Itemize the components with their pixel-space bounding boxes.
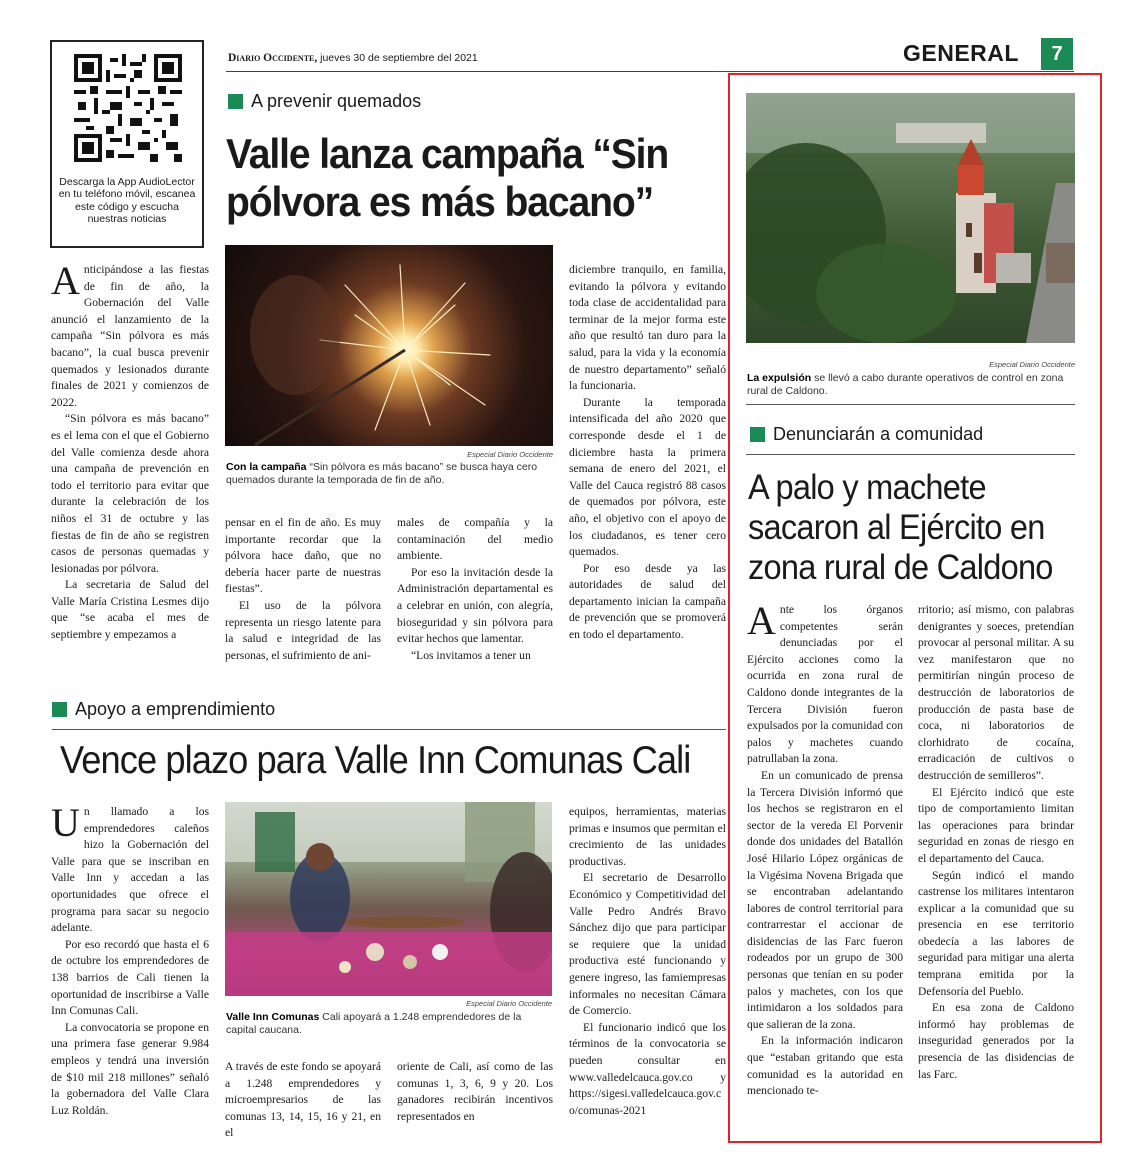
paper-name: Diario Occidente, <box>228 52 318 64</box>
article1-caption-bold: Con la campaña <box>226 461 307 473</box>
article1-col1-p2: “Sin pólvora es más bacano” es el lema con el que el Gobierno del Valle comienza desde ahora una campaña de prevención en todo el territorio para evitar que durante la celebración de los niños el 31 de octubre y las fiestas de fin de año se registren casos de personas quemadas y lesionadas por pólvora. <box>51 412 209 575</box>
article3-drop-cap: A <box>747 598 776 643</box>
article2-col1-lead: n llamado a los emprendedores caleños hizo la Gobernación del Valle para que se inscriban en Valle Inn y accedan a las oportunidades que ofrece el programa para sacar su negocio adelante. <box>51 805 209 935</box>
article1-kicker <box>228 91 421 112</box>
article2-photo-credit: Especial Diario Occidente <box>466 999 552 1008</box>
article2-caption-text: Cali apoyará a 1.248 emprendedores de la capital caucana. <box>226 1011 522 1036</box>
article1-column-2 <box>225 515 381 664</box>
article3-column-1 <box>747 598 903 1100</box>
masthead-rule <box>226 71 1074 72</box>
article3-kicker-rule <box>746 454 1075 455</box>
article3-caption <box>747 372 1077 398</box>
article3-caption-bold: La expulsión <box>747 372 812 384</box>
article2-column-1 <box>51 800 209 1119</box>
article3-caption-text: se llevó a cabo durante operativos de control en zona rural de Caldono. <box>747 372 1064 397</box>
qr-box <box>50 40 204 248</box>
qr-code[interactable] <box>74 54 182 162</box>
kicker-square-icon <box>228 94 243 109</box>
market-stall-photo <box>225 802 552 996</box>
article1-col3-p1: males de compañía y la contaminación del medio ambiente. <box>397 516 553 563</box>
article2-col4-p3: El funcionario indicó que los términos de la convocatoria se pueden consultar en www.valledelcauca.gov.co y https://sigesi.valledelcauca.gov.co/comunas-2021 <box>569 1020 726 1117</box>
article3-col1-p2: En un comunicado de prensa la Tercera División informó que los hechos se registraron en el sector de la vereda El Porvenir donde dos unidades del Batallón José Hilario López orgánicas de la Vigésima Novena Brigada que se encontraban adelantando labores de control territorial para contrarrestar el accionar de disidencias de las Farc fueron rodeados por un grupo de 300 personas que tenían en su poder palos y machetes, con los que intimidaron a los soldados para que salieran de la zona. <box>747 768 903 1031</box>
article2-kicker-rule <box>52 729 726 730</box>
page-number-badge <box>1041 38 1073 70</box>
article1-column-1 <box>51 258 209 644</box>
article2-caption-bold: Valle Inn Comunas <box>226 1011 320 1023</box>
article2-headline: Vence plazo para Valle Inn Comunas Cali <box>60 739 691 782</box>
article3-col2-p1: rritorio; así mismo, con palabras denigrantes y soeces, pretendían provocar al personal militar. A su vez manifestaron que no permitirían ningún proceso de destrucción de laboratorios de producción de pasta base de coca, ni laboratorios de clorhidrato de cocaína, erradicación de cultivos o destrucción de semilleros”. <box>918 603 1074 782</box>
sparkler-photo <box>225 245 553 446</box>
issue-date: jueves 30 de septiembre del 2021 <box>320 52 478 64</box>
article1-drop-cap: A <box>51 258 80 303</box>
article2-column-4 <box>569 804 726 1119</box>
article1-headline: Valle lanza campaña “Sin pólvora es más bacano” <box>226 130 669 225</box>
article2-column-2 <box>225 1059 381 1142</box>
article1-photo-credit: Especial Diario Occidente <box>467 450 553 459</box>
sparkler-sparks-graphic <box>225 245 553 446</box>
article3-col2-p4: En esa zona de Caldono informó hay problemas de inseguridad generados por la presencia de las disidencias de las Farc. <box>918 1001 1074 1081</box>
article1-col1-lead: nticipándose a las fiestas de fin de año, la Gobernación del Valle anunció el lanzamiento de la campaña “Sin pólvora es más bacano”, la cual busca prevenir quemados y lesionados durante finales de 2021 y comienzos de 2022. <box>51 263 209 409</box>
article2-col3-p1: oriente de Cali, así como de las comunas 1, 3, 6, 9 y 20. Los ganadores recibirán incentivos representados en <box>397 1060 553 1123</box>
article2-col4-p1: equipos, herramientas, materias primas e insumos que permitan el crecimiento de las unidades productivas. <box>569 805 726 868</box>
article2-col4-p2: El secretario de Desarrollo Económico y Competitividad del Valle Pedro Andrés Bravo Sánchez dijo que para participar se requiere que la unidad productiva esté funcionando y genere ingreso, las famiempresas informales no necesitan Cámara de Comercio. <box>569 871 726 1018</box>
article3-kicker <box>750 424 983 445</box>
article3-kicker-text: Denunciarán a comunidad <box>773 424 984 444</box>
article1-col1-p3: La secretaria de Salud del Valle María Cristina Lesmes dijo que “se acaba el mes de septiembre y empezamos a <box>51 578 209 642</box>
article3-col1-lead: nte los órganos competentes serán denunciadas por el Ejército acciones como la ocurrida en zona rural de Caldono donde integrantes de la Tercera División fueron expulsados por la comunidad con palos y machetes cuando patrullaban la zona. <box>747 603 903 766</box>
article2-kicker <box>52 699 275 720</box>
article3-headline: A palo y machete sacaron al Ejército en zona rural de Caldono <box>748 468 1053 587</box>
article1-col2-p2: El uso de la pólvora representa un riesgo latente para la salud e integridad de las personas, el sufrimiento de ani- <box>225 598 381 662</box>
article1-col2-p1: pensar en el fin de año. Es muy importante recordar que la pólvora hace daño, que no debería hacer parte de nuestras fiestas”. <box>225 516 381 596</box>
article2-kicker-text: Apoyo a emprendimiento <box>75 699 276 719</box>
article3-col1-p3: En la información indicaron que “estaban gritando que esta comunidad es la autoridad en mencionado te- <box>747 1034 903 1098</box>
article3-photo-credit: Especial Diario Occidente <box>989 360 1075 369</box>
market-stall-graphic <box>225 802 552 996</box>
article2-drop-cap: U <box>51 800 80 845</box>
article2-column-3 <box>397 1059 553 1125</box>
qr-code-graphic <box>74 54 182 162</box>
article3-caption-rule <box>746 404 1075 405</box>
article2-col1-p2: Por eso recordó que hasta el 6 de octubre los emprendedores de 138 barrios de Cali tienen la oportunidad de inscribirse a Valle Inn Comunas Cali. <box>51 937 209 1018</box>
kicker-square-icon <box>52 702 67 717</box>
article1-col4-p3: Por eso desde ya las autoridades de salud del departamento inician la campaña de prevención que se promoverá en todo el departamento. <box>569 561 726 642</box>
article2-col1-p3: La convocatoria se propone en una primera fase generar 9.984 empleos y tendrá una inversión de $10 mil 218 millones” señaló la gobernadora del Valle Clara Luz Roldán. <box>51 1020 209 1117</box>
kicker-square-icon <box>750 427 765 442</box>
page-number: 7 <box>1051 42 1063 65</box>
qr-instructions: Descarga la App AudioLector en tu teléfono móvil, escanea este código y escucha nuestras noticias <box>58 176 196 226</box>
article1-kicker-text: A prevenir quemados <box>251 91 422 111</box>
article1-col3-p2: Por eso la invitación desde la Administración departamental es a celebrar en unión, con alegría, bioseguridad y sin pólvora para evitar hechos que lamentar. <box>397 565 553 646</box>
article3-col2-p3: Según indicó el mando castrense los militares intentaron explicar a la comunidad que su presencia en ese territorio obedecía a las labores de seguridad para mitigar una alerta temprana emitida por la Defensoría del Pueblo. <box>918 868 1074 998</box>
article1-column-3 <box>397 515 553 664</box>
article1-col4-p1: diciembre tranquilo, en familia, evitando la pólvora y evitando toda clase de accidentalidad para terminar de la mejor forma este año que resultó tan duro para la salud, para la vida y la economía de nuestro departamento” señaló la funcionaria. <box>569 263 726 393</box>
article1-caption <box>226 461 554 487</box>
article2-caption <box>226 1011 554 1037</box>
masthead-date-line <box>228 52 478 64</box>
article1-caption-text: “Sin pólvora es más bacano” se busca haya cero quemados durante la temporada de fin de año. <box>226 461 538 486</box>
article1-column-4 <box>569 262 726 644</box>
church-landscape-graphic <box>746 93 1075 343</box>
article3-col2-p2: El Ejército indicó que este tipo de comportamiento limitan las operaciones para brindar seguridad en zonas de riesgo en el departamento del Cauca. <box>918 785 1074 865</box>
section-title: GENERAL <box>903 40 1019 66</box>
church-landscape-photo <box>746 93 1075 343</box>
article3-column-2 <box>918 602 1074 1083</box>
article1-col3-p3: “Los invitamos a tener un <box>411 648 531 662</box>
article2-col2-p1: A través de este fondo se apoyará a 1.248 emprendedores y microempresarios de las comunas 13, 14, 15, 16 y 21, en el <box>225 1060 381 1140</box>
article1-col4-p2: Durante la temporada intensificada del año 2020 que corresponde desde el 1 de diciembre hasta la primera semana de enero del 2021, el Valle del Cauca registró 88 casos de quemados por pólvora, este año, el objetivo con el apoyo de los ciudadanos, es tener cero quemados. <box>569 395 726 559</box>
